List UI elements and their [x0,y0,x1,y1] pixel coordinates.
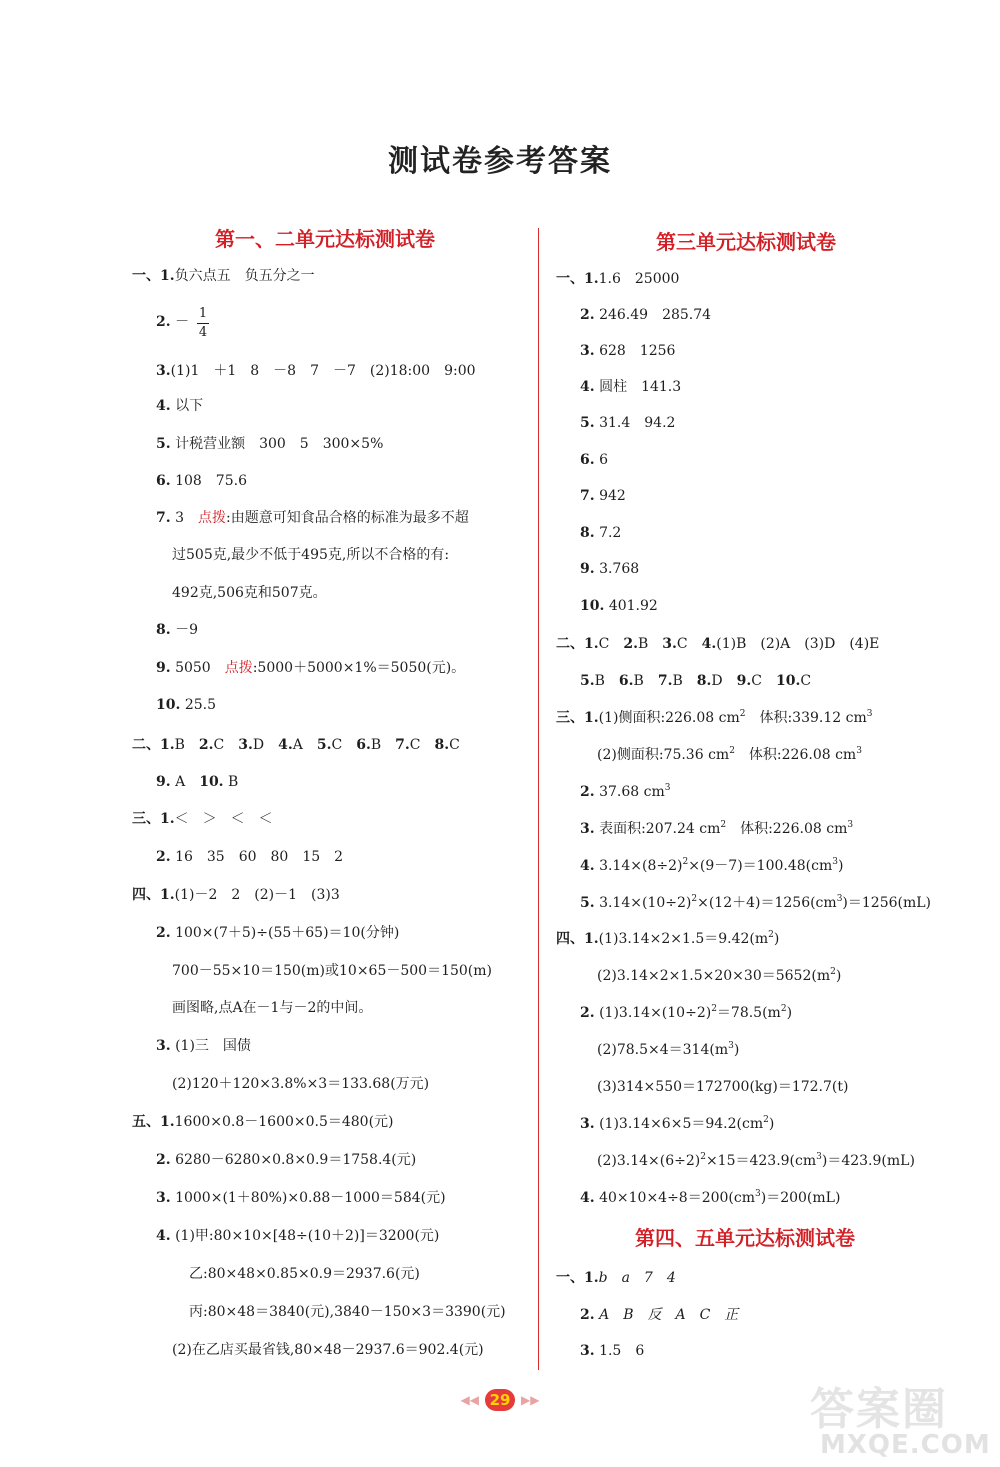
hint-label: 点拨 [224,660,253,676]
answer-line: 2. － [156,314,190,330]
answer-line: 3.(1)1 ＋1 8 －8 7 －7 (2)18:00 9:00 [156,363,476,379]
answer-line: 3. 1.5 6 [580,1343,645,1359]
page-title: 测试卷参考答案 [388,144,612,179]
answer-line: 492克,506克和507克。 [172,585,327,601]
answer-line: 6. 6 [580,452,608,468]
answer-line: 5.B 6.B 7.B 8.D 9.C 10.C [580,673,812,689]
answer-line: 7. 3 点拨:由题意可知食品合格的标准为最多不超 [156,510,469,526]
answer-line: 2. 246.49 285.74 [580,307,712,323]
answer-line: 8. －9 [156,622,198,638]
answer-line: (2)侧面积:75.36 $cm^2$ 体积:226.08 $cm^3$ [597,746,862,763]
answer-line: 9. 5050 点拨:5000＋5000×1%＝5050(元)。 [156,660,466,676]
column-divider [538,228,539,1370]
answer-line: 3. 1000×(1＋80%)×0.88－1000＝584(元) [156,1190,446,1206]
answer-line: 五、1.1600×0.8－1600×0.5＝480(元) [132,1114,394,1130]
answer-line: 丙:80×48＝3840(元),3840－150×3＝3390(元) [189,1304,506,1320]
answer-line: 6. 108 75.6 [156,473,247,489]
answer-line: 四、1.(1)－2 2 (2)－1 (3)3 [132,887,340,903]
answer-line: 二、1.B 2.C 3.D 4.A 5.C 6.B 7.C 8.C [132,737,460,753]
answer-line: 5. 计税营业额 300 5 300×5% [156,436,384,452]
answer-line: 4. $3.14\times(8\div 2)^2\times(9-7)=100.48(cm^3)$ [580,857,844,874]
answer-line: 2. 16 35 60 80 15 2 [156,849,344,865]
answer-line: 2. A B 反 A C 正 [580,1307,739,1323]
answer-line: 过505克,最少不低于495克,所以不合格的有: [172,547,450,563]
answer-line: 3. (1)三 国债 [156,1038,251,1054]
answer-line: 5. 31.4 94.2 [580,415,676,431]
answer-line: 2. 100×(7＋5)÷(55＋65)＝10(分钟) [156,925,400,941]
answer-line: $(2)3.14\times(6\div 2)^2\times 15=423.9(cm^3)=423.9(mL)$ [597,1152,915,1169]
right-arrows-icon: ▶▶ [521,1393,540,1407]
fraction-one-quarter: 1 4 [198,306,208,340]
answer-line: 三、1.(1)侧面积:226.08 $cm^2$ 体积:339.12 $cm^3$ [556,709,873,726]
answer-line: 5. $3.14\times(10\div 2)^2\times(12+4)=1256(cm^3)=1256(mL)$ [580,894,932,911]
answer-line: 10. 401.92 [580,598,658,614]
left-arrows-icon: ◀◀ [460,1393,479,1407]
answer-line: (2)在乙店买最省钱,80×48－2937.6＝902.4(元) [172,1342,484,1358]
answer-line: 700－55×10＝150(m)或10×65－500＝150(m) [172,963,493,979]
answer-line: 2. 37.68 $cm^3$ [580,783,671,800]
answer-line: 三、1.＜ ＞ ＜ ＜ [132,811,273,827]
page-number-badge: 29 [485,1389,515,1411]
answer-line: (2)120＋120×3.8%×3＝133.68(万元) [172,1076,430,1092]
answer-line: 4. 以下 [156,398,204,414]
answer-line: 3. 表面积:207.24 $cm^2$ 体积:226.08 $cm^3$ [580,820,854,837]
answer-line: 4. $40\times 10\times 4\div 8=200(cm^3)=200(mL)$ [580,1189,841,1206]
answer-line: 3. 628 1256 [580,343,676,359]
answer-line: 7. 942 [580,488,626,504]
answer-line: 四、$1.(1)3.14\times 2\times 1.5=9.42(m^2)$ [556,930,780,947]
answer-line: 8. 7.2 [580,525,622,541]
answer-line: $(2)78.5\times 4=314(m^3)$ [597,1041,740,1058]
answer-line: 二、1.C 2.B 3.C 4.(1)B (2)A (3)D (4)E [556,636,880,652]
answer-line: 4. (1)甲:80×10×[48÷(10＋2)]＝3200(元) [156,1228,440,1244]
answer-line: 3. $(1)3.14\times 6\times 5=94.2(cm^2)$ [580,1115,775,1132]
section-title-unit-1-2: 第一、二单元达标测试卷 [215,227,435,251]
answer-line: 一、1.1.6 25000 [556,271,680,287]
answer-line: 9. A 10. B [156,774,239,790]
hint-label: 点拨 [198,510,226,526]
answer-line: 4. 圆柱 141.3 [580,379,682,395]
answer-line: $(2)3.14\times 2\times 1.5\times 20\times 30=5652(m^2)$ [597,967,842,984]
answer-line: 2. $(1)3.14\times(10\div 2)^2=78.5(m^2)$ [580,1004,793,1021]
answer-line: 一、1.负六点五 负五分之一 [132,268,315,284]
answer-line: 乙:80×48×0.85×0.9＝2937.6(元) [189,1266,420,1282]
answer-line: (3)314×550＝172700(kg)＝172.7(t) [597,1079,849,1095]
answer-line: 10. 25.5 [156,697,216,713]
answer-line: 画图略,点A在－1与－2的中间。 [172,1000,373,1016]
answer-line: 一、1.b a 7 4 [556,1270,676,1286]
section-title-unit-4-5: 第四、五单元达标测试卷 [635,1226,855,1250]
section-title-unit-3: 第三单元达标测试卷 [656,230,836,254]
watermark-url: MXQE.COM [820,1430,991,1460]
answer-line: 2. 6280－6280×0.8×0.9＝1758.4(元) [156,1152,417,1168]
answer-line: 9. 3.768 [580,561,640,577]
watermark-logo: 答案圈 [810,1384,948,1435]
